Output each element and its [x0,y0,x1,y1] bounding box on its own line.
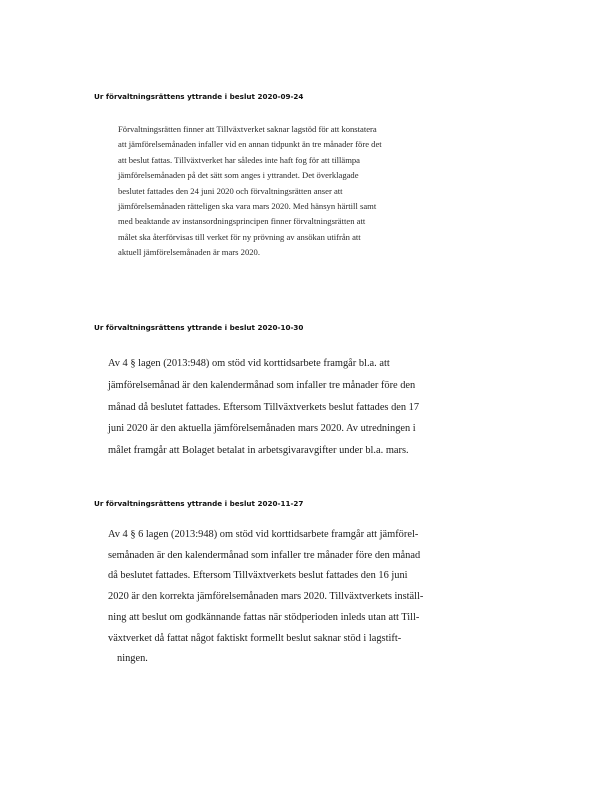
quote-line: månad då beslutet fattades. Eftersom Tillväxtverkets beslut fattades den 17 [108,401,420,413]
quote-line: med beaktande av instansordningsprincipen finner förvaltningsrätten att [118,216,366,227]
quote-line: jämförelsemånaden rätteligen ska vara mars 2020. Med hänsyn härtill samt [118,201,377,212]
quote-line: ning att beslut om godkännande fattas när stödperioden inleds utan att Till- [108,611,420,623]
quote-line: växtverket då fattat något faktiskt formellt beslut saknar stöd i lagstift- [108,632,402,644]
quote-line: målet framgår att Bolaget betalat in arbetsgivaravgifter under bl.a. mars. [108,445,409,457]
quote-line: att jämförelsemånaden infaller vid en annan tidpunkt än tre månader före det [118,139,382,150]
quote-line: semånaden är den kalendermånad som infaller tre månader före den månad [108,549,421,561]
quote-line: jämförelsemånad är den kalendermånad som infaller tre månader före den [108,379,416,391]
section-heading-2: Ur förvaltningsrättens yttrande i beslut 2020-10-30 [94,323,304,332]
quote-line: beslutet fattades den 24 juni 2020 och förvaltningsrätten anser att [118,185,343,196]
section-heading-3: Ur förvaltningsrättens yttrande i beslut 2020-11-27 [94,499,304,508]
quote-line: jämförelsemånaden på det sätt som anges i yttrandet. Det överklagade [118,170,359,181]
quote-block-1 [118,122,382,261]
quote-line: ningen. [117,653,148,665]
quote-line: att beslut fattas. Tillväxtverket har således inte haft fog för att tillämpa [118,154,360,165]
section-heading-1: Ur förvaltningsrättens yttrande i beslut 2020-09-24 [94,92,304,101]
quote-line: juni 2020 är den aktuella jämförelsemånaden mars 2020. Av utredningen i [108,423,416,435]
quote-line: då beslutet fattades. Eftersom Tillväxtverkets beslut fattades den 16 juni [108,570,408,582]
quote-line: Förvaltningsrätten finner att Tillväxtverket saknar lagstöd för att konstatera [118,124,377,134]
quote-line: 2020 är den korrekta jämförelsemånaden mars 2020. Tillväxtverkets inställ- [108,591,424,603]
quote-line: Av 4 § 6 lagen (2013:948) om stöd vid korttidsarbete framgår att jämförel- [108,529,419,540]
quote-line: aktuell jämförelsemånaden är mars 2020. [118,247,260,258]
quote-block-2 [108,353,419,462]
quote-line: Av 4 § lagen (2013:948) om stöd vid korttidsarbete framgår bl.a. att [108,358,390,369]
quote-block-3 [108,525,423,670]
quote-line: målet ska återförvisas till verket för ny prövning av ansökan utifrån att [118,231,361,242]
